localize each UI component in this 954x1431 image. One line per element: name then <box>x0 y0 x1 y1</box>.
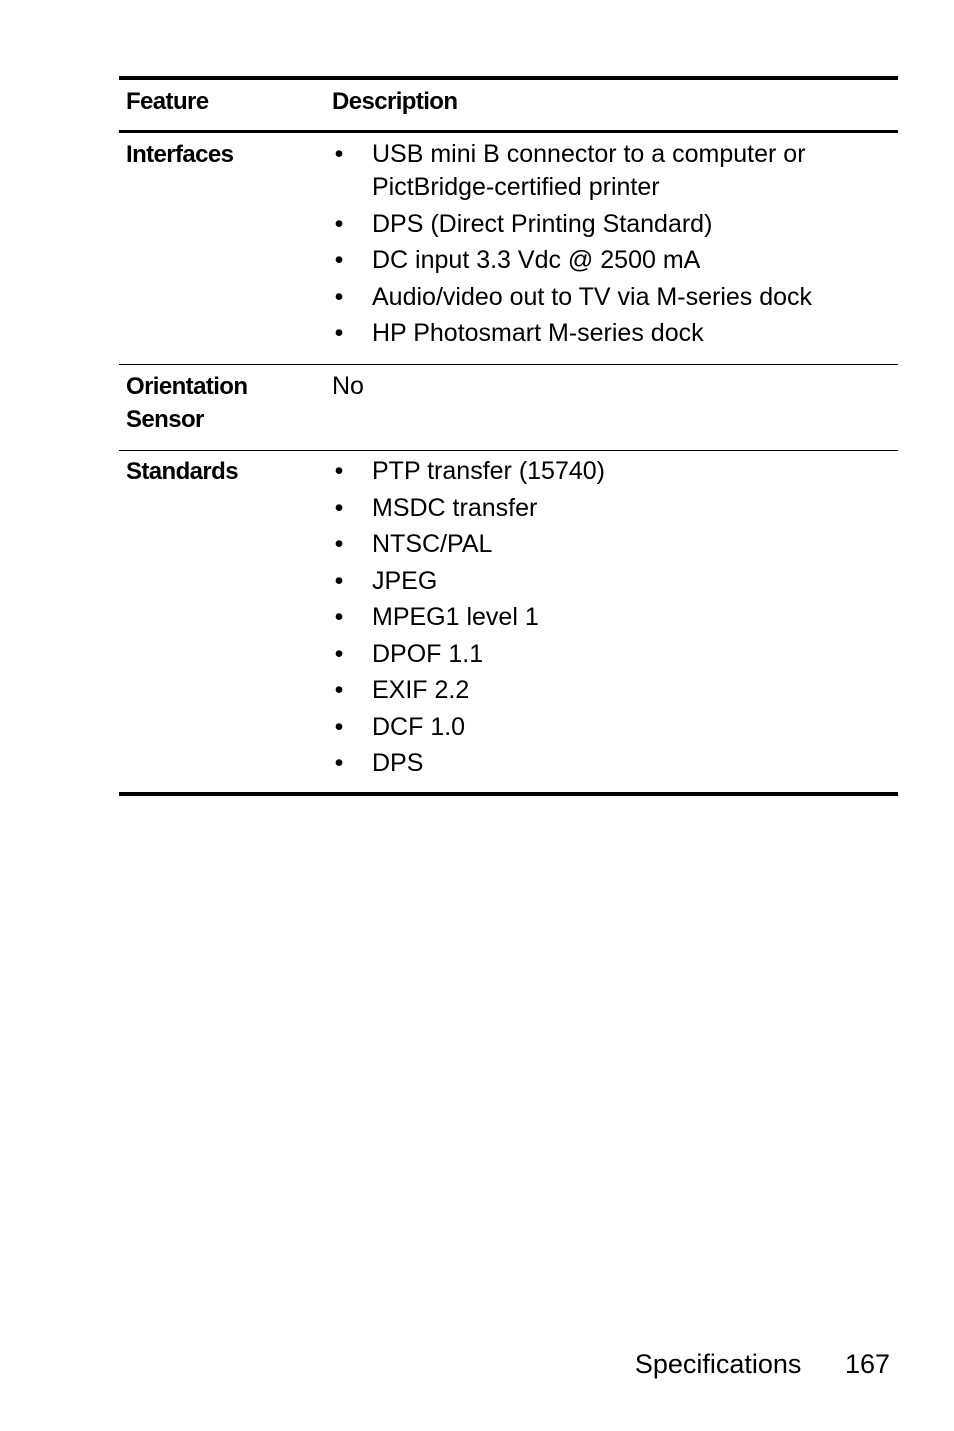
feature-interfaces: Interfaces <box>126 141 234 168</box>
feature-orientation-sensor <box>126 370 326 436</box>
list-item: • USB mini B connector to a computer or PictBridge-certified printer <box>332 138 898 204</box>
feature-orientation-line2: Sensor <box>126 406 204 433</box>
standards-list <box>332 455 898 780</box>
bullet-icon: • <box>334 282 344 311</box>
list-item: • DC input 3.3 Vdc @ 2500 mA <box>332 244 898 277</box>
bullet-icon: • <box>334 493 344 522</box>
list-item: • PTP transfer (15740) <box>332 455 898 488</box>
bullet-icon: • <box>334 319 344 347</box>
bullet-icon: • <box>334 209 344 238</box>
spec-table <box>119 76 898 796</box>
bullet-icon: • <box>334 457 344 485</box>
description-orientation-sensor: No <box>332 372 364 400</box>
bullet-icon: • <box>334 749 344 777</box>
list-item: • HP Photosmart M-series dock <box>332 317 898 350</box>
bullet-icon: • <box>334 603 344 631</box>
table-header-row <box>119 80 898 130</box>
bullet-icon: • <box>334 530 344 558</box>
table-bottom-rule <box>119 792 898 796</box>
bullet-icon: • <box>334 639 344 668</box>
list-item: • MPEG1 level 1 <box>332 601 898 634</box>
bullet-icon: • <box>334 676 344 704</box>
header-feature: Feature <box>126 88 209 115</box>
description-interfaces <box>332 138 898 354</box>
table-row-interfaces <box>119 133 898 364</box>
table-row-standards <box>119 451 898 792</box>
list-item: • DPS <box>332 747 898 780</box>
list-item: • JPEG <box>332 565 898 598</box>
bullet-icon: • <box>334 566 344 595</box>
feature-orientation-line1: Orientation <box>126 373 248 400</box>
description-standards <box>332 455 898 784</box>
feature-standards: Standards <box>126 458 238 485</box>
bullet-icon: • <box>334 140 344 168</box>
list-item: • DPOF 1.1 <box>332 638 898 671</box>
list-item: • NTSC/PAL <box>332 528 898 561</box>
table-row-orientation-sensor <box>119 365 898 450</box>
list-item: • MSDC transfer <box>332 492 898 525</box>
bullet-icon: • <box>334 712 344 741</box>
page-number: 167 <box>844 1349 890 1379</box>
footer-section-title: Specifications <box>634 1349 802 1379</box>
bullet-icon: • <box>334 246 344 274</box>
header-description: Description <box>332 88 458 115</box>
page-footer <box>635 1346 890 1382</box>
list-item: • DPS (Direct Printing Standard) <box>332 208 898 241</box>
list-item: • EXIF 2.2 <box>332 674 898 707</box>
list-item: • DCF 1.0 <box>332 711 898 744</box>
interfaces-list <box>332 138 898 350</box>
list-item: • Audio/video out to TV via M-series dock <box>332 281 898 314</box>
